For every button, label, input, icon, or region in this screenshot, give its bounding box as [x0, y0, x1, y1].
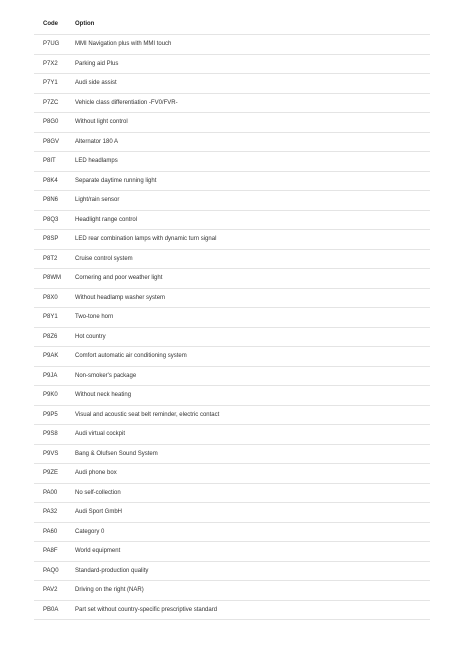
option-code: PA32: [34, 503, 66, 523]
option-description: Cornering and poor weather light: [66, 269, 430, 289]
table-row: [34, 191, 430, 211]
table-row: [34, 581, 430, 601]
table-row: [34, 405, 430, 425]
table-row: [34, 503, 430, 523]
option-code: PAV2: [34, 581, 66, 601]
option-description: World equipment: [66, 542, 430, 562]
option-description: Without neck heating: [66, 386, 430, 406]
table-row: [34, 230, 430, 250]
table-row: [34, 561, 430, 581]
option-code: P8X0: [34, 288, 66, 308]
table-row: [34, 249, 430, 269]
option-description: Without headlamp washer system: [66, 288, 430, 308]
option-description: LED headlamps: [66, 152, 430, 172]
table-row: [34, 54, 430, 74]
option-description: Audi Sport GmbH: [66, 503, 430, 523]
option-code: P8Q3: [34, 210, 66, 230]
table-row: [34, 366, 430, 386]
option-description: Category 0: [66, 522, 430, 542]
option-description: Light/rain sensor: [66, 191, 430, 211]
table-row: [34, 308, 430, 328]
option-code: P7X2: [34, 54, 66, 74]
option-code: P7Y1: [34, 74, 66, 94]
table-row: [34, 327, 430, 347]
option-code: PA60: [34, 522, 66, 542]
option-code: P8GV: [34, 132, 66, 152]
option-description: Separate daytime running light: [66, 171, 430, 191]
option-code: P8Y1: [34, 308, 66, 328]
options-table: [34, 13, 430, 620]
option-code: P9JA: [34, 366, 66, 386]
option-description: Part set without country-specific prescriptive standard: [66, 600, 430, 620]
code-column-header: Code: [43, 20, 58, 27]
option-description: No self-collection: [66, 483, 430, 503]
table-row: [34, 444, 430, 464]
option-code: P9VS: [34, 444, 66, 464]
option-description: Headlight range control: [66, 210, 430, 230]
table-row: [34, 483, 430, 503]
option-description: LED rear combination lamps with dynamic turn signal: [66, 230, 430, 250]
table-row: [34, 74, 430, 94]
option-description: MMI Navigation plus with MMI touch: [66, 35, 430, 55]
option-description: Standard-production quality: [66, 561, 430, 581]
table-row: [34, 171, 430, 191]
option-code: P8G0: [34, 113, 66, 133]
option-code: P9K0: [34, 386, 66, 406]
table-row: [34, 93, 430, 113]
option-description: Without light control: [66, 113, 430, 133]
option-description: Parking aid Plus: [66, 54, 430, 74]
header-row: [34, 13, 430, 35]
option-description: Non-smoker's package: [66, 366, 430, 386]
option-code: P9P5: [34, 405, 66, 425]
table-row: [34, 35, 430, 55]
table-row: [34, 210, 430, 230]
option-description: Hot country: [66, 327, 430, 347]
option-description: Audi phone box: [66, 464, 430, 484]
table-row: [34, 288, 430, 308]
table-row: [34, 152, 430, 172]
option-description: Audi side assist: [66, 74, 430, 94]
table-row: [34, 425, 430, 445]
option-code: PA00: [34, 483, 66, 503]
option-description: Two-tone horn: [66, 308, 430, 328]
options-table-body: [34, 35, 430, 620]
table-row: [34, 269, 430, 289]
table-row: [34, 600, 430, 620]
table-row: [34, 347, 430, 367]
option-description: Visual and acoustic seat belt reminder, electric contact: [66, 405, 430, 425]
options-table-header: [34, 13, 430, 35]
option-code: P9S8: [34, 425, 66, 445]
option-code: P8Z6: [34, 327, 66, 347]
option-description: Audi virtual cockpit: [66, 425, 430, 445]
table-row: [34, 464, 430, 484]
option-code: P9AK: [34, 347, 66, 367]
table-row: [34, 386, 430, 406]
option-code: P8T2: [34, 249, 66, 269]
option-description: Cruise control system: [66, 249, 430, 269]
option-description: Alternator 180 A: [66, 132, 430, 152]
table-row: [34, 542, 430, 562]
options-sheet: [34, 13, 430, 620]
option-code: PA8F: [34, 542, 66, 562]
option-code: P8SP: [34, 230, 66, 250]
option-code: PAQ0: [34, 561, 66, 581]
option-code: P8K4: [34, 171, 66, 191]
option-description: Driving on the right (NAR): [66, 581, 430, 601]
table-row: [34, 113, 430, 133]
option-column-header: Option: [75, 20, 95, 27]
option-code: PB0A: [34, 600, 66, 620]
option-code: P8N6: [34, 191, 66, 211]
table-row: [34, 132, 430, 152]
option-code: P8IT: [34, 152, 66, 172]
option-code: P7UG: [34, 35, 66, 55]
option-description: Vehicle class differentiation -FV0/FVR-: [66, 93, 430, 113]
option-description: Bang & Olufsen Sound System: [66, 444, 430, 464]
option-code: P7ZC: [34, 93, 66, 113]
option-description: Comfort automatic air conditioning system: [66, 347, 430, 367]
option-code: P8WM: [34, 269, 66, 289]
option-code: P9ZE: [34, 464, 66, 484]
table-row: [34, 522, 430, 542]
